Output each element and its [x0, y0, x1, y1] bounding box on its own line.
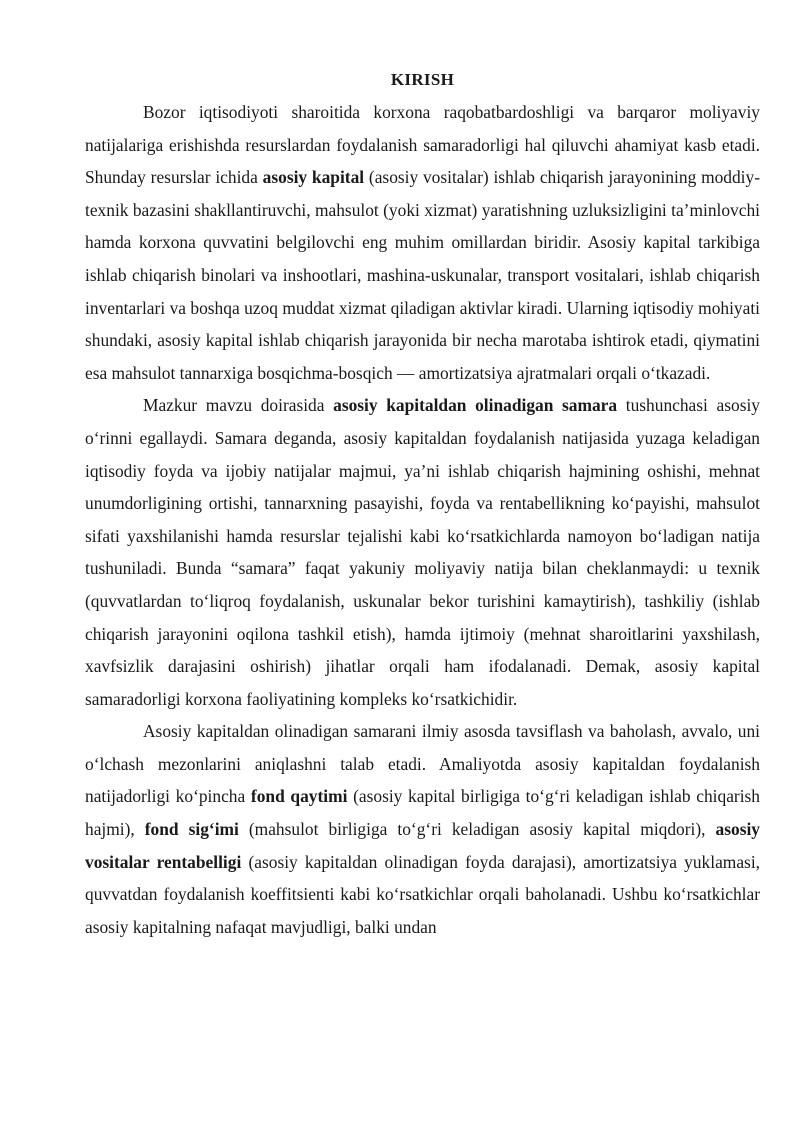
bold-term: fond qaytimi [250, 786, 348, 807]
paragraph-text: Mazkur mavzu doirasida [143, 395, 334, 416]
paragraph-text: Bozor iqtisodiyoti sharoitida korxona raqobatbardoshligi va barqaror moliyaviy natijalariga erishishda resurslardan foydalanish samaradorligi hal qiluvchi ahamiyat kasb etadi. Shunday resurslar ichida [85, 102, 760, 188]
paragraph-text: (asosiy kapitaldan olinadigan foyda darajasi), amortizatsiya yuklamasi, quvvatdan foydalanish koeffitsienti kabi ko‘rsatkichlar orqali baholanadi. Ushbu ko‘rsatkichlar asosiy kapitalning nafaqat mavjudligi, balki undan [85, 851, 760, 937]
bold-term: asosiy kapital [262, 167, 365, 188]
paragraph-text: Asosiy kapitaldan olinadigan samarani ilmiy asosda tavsiflash va baholash, avvalo, uni o‘lchash mezonlarini aniqlashni talab etadi. Amaliyotda asosiy kapitaldan foydalanish natijadorligi ko‘pincha [85, 721, 760, 807]
paragraph-text: tushunchasi asosiy o‘rinni egallaydi. Samara deganda, asosiy kapitaldan foydalanish natijasida yuzaga keladigan iqtisodiy foyda va ijobiy natijalar majmui, ya’ni ishlab chiqarish hajmining oshishi, mehnat unumdorligining ortishi, tannarxning pasayishi, foyda va rentabellikning ko‘payishi, mahsulot sifati yaxshilanishi hamda resurslar tejalishi kabi ko‘rsatkichlarda namoyon bo‘ladigan natija tushuniladi. Bunda “samara” faqat yakuniy moliyaviy natija bilan cheklanmaydi: u texnik (quvvatlardan to‘liqroq foydalanish, uskunalar bekor turishini kamaytirish), tashkiliy (ishlab chiqarish jarayonini oqilona tashkil etish), hamda ijtimoiy (mehnat sharoitlarini yaxshilash, xavfsizlik darajasini oshirish) jihatlar orqali ham ifodalanadi. Demak, asosiy kapital samaradorligi korxona faoliyatining kompleks ko‘rsatkichidir. [85, 395, 760, 709]
page-title: KIRISH [390, 70, 455, 89]
bold-term: fond sig‘imi [144, 819, 239, 840]
paragraph-text: (asosiy vositalar) ishlab chiqarish jarayonining moddiy-texnik bazasini shakllantiruvchi, mahsulot (yoki xizmat) yaratishning uzluksizligini ta’minlovchi hamda korxona quvvatini belgilovchi eng muhim omillardan biridir. Asosiy kapital tarkibiga ishlab chiqarish binolari va inshootlari, mashina-uskunalar, transport vositalari, ishlab chiqarish inventarlari va boshqa uzoq muddat xizmat qiladigan aktivlar kiradi. Ularning iqtisodiy mohiyati shundaki, asosiy kapital ishlab chiqarish jarayonida bir necha marotaba ishtirok etadi, qiymatini esa mahsulot tannarxiga bosqichma-bosqich — amortizatsiya ajratmalari orqali o‘tkazadi. [85, 167, 760, 383]
paragraph-1 [85, 96, 760, 389]
bold-term: asosiy kapitaldan olinadigan samara [333, 395, 618, 416]
bold-term: asosiy vositalar rentabelligi [85, 819, 760, 872]
paragraph-text: (mahsulot birligiga to‘g‘ri keladigan asosiy kapital miqdori), [238, 819, 716, 840]
paragraph-text: (asosiy kapital birligiga to‘g‘ri keladigan ishlab chiqarish hajmi), [85, 786, 761, 840]
paragraph-2 [85, 389, 760, 715]
paragraph-3 [85, 715, 760, 943]
